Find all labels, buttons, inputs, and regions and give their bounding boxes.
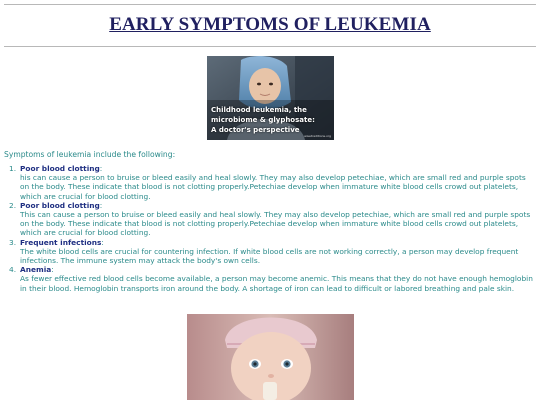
symptom-heading: Poor blood clotting (20, 164, 100, 173)
list-number: 2. (9, 200, 17, 210)
symptom-description: his can cause a person to bruise or bleed easily and heal slowly. They may also develop petechiae, which are small red and purple spots on the body. These indicate that blood is not clotting properly.Petechiae develop when immature white blood cells crowd out platelets, which are crucial for blood clotting. (20, 173, 526, 201)
symptom-description: The white blood cells are crucial for countering infection. If white blood cells are not working correctly, a person may develop frequent infections. The immune system may attack the body's own cells. (20, 246, 519, 266)
hero-caption-line: A doctor's perspective (211, 126, 300, 134)
list-item (4, 201, 534, 238)
heading-colon: : (99, 164, 103, 173)
symptom-description: As fewer effective red blood cells become available, a person may become anemic. This means that they do not have enough hemoglobin in their blood. Hemoglobin transports iron around the body. A shortage of iron can lead to difficult or labored breathing and pale skin. (20, 274, 533, 293)
symptom-heading: Anemia (20, 265, 52, 275)
title-divider (4, 46, 536, 47)
list-item (4, 164, 534, 201)
list-item (4, 238, 534, 266)
hero-caption-line: Childhood leukemia, the (211, 106, 307, 114)
heading-colon: : (51, 265, 54, 275)
hero-watermark: wisetraditions.org (304, 134, 331, 138)
symptom-list (4, 164, 534, 293)
list-item (4, 265, 534, 293)
hero-caption (211, 105, 315, 135)
symptom-description: This can cause a person to bruise or bleed easily and heal slowly. They may also develop petechiae, which are small red and purple spots on the body. These indicate that blood is not clotting properly.Petechiae develop when immature white blood cells crowd out platelets, which are crucial for blood clotting. (20, 210, 531, 238)
heading-colon: : (99, 200, 103, 210)
top-divider (4, 4, 536, 5)
symptom-heading: Poor blood clotting (20, 200, 100, 210)
symptom-heading: Frequent infections (20, 237, 102, 247)
baby-photo (187, 314, 354, 400)
hero-caption-line: microbiome & glyphosate: (211, 116, 315, 124)
page-title: EARLY SYMPTOMS OF LEUKEMIA (109, 14, 431, 35)
list-number: 1. (9, 164, 17, 173)
intro-text: Symptoms of leukemia include the following: (4, 150, 176, 159)
heading-colon: : (101, 237, 104, 247)
baby-image (187, 314, 354, 400)
list-number: 3. (9, 237, 17, 247)
list-number: 4. (9, 265, 17, 275)
hero-image (207, 56, 334, 140)
